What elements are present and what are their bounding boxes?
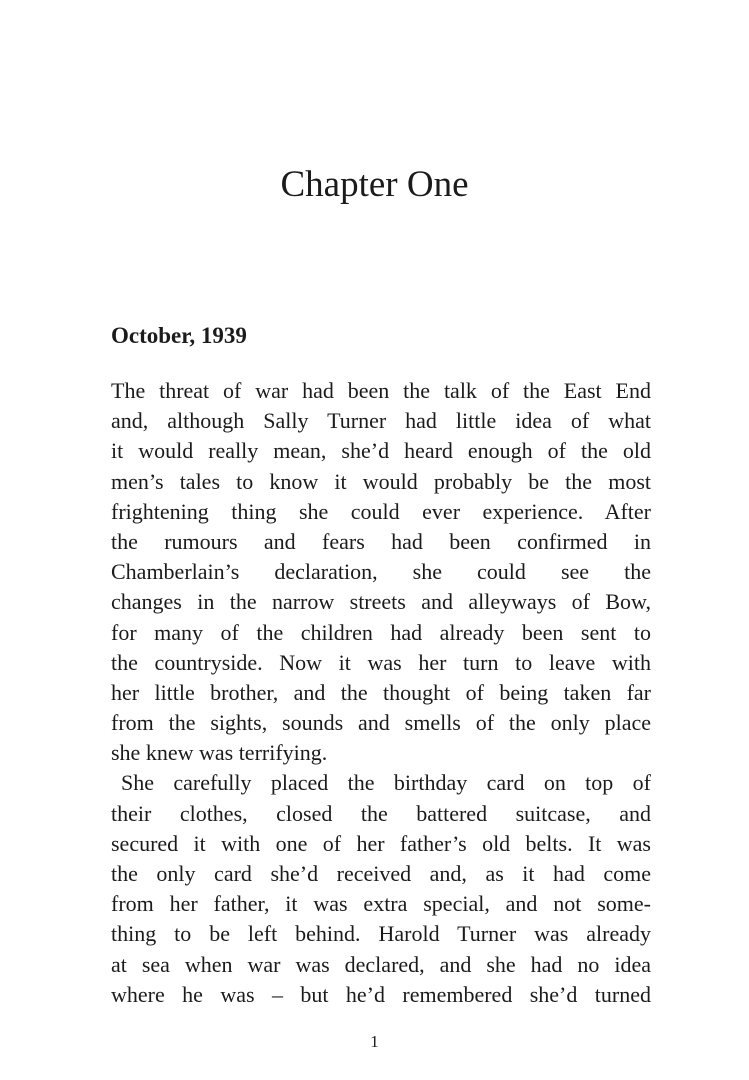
text-line: secured it with one of her father’s old belts. It was xyxy=(111,830,651,856)
text-line: and, although Sally Turner had little idea of what xyxy=(111,408,651,434)
text-line: thing to be left behind. Harold Turner was already xyxy=(111,921,651,947)
text-line: Chamberlain’s declaration, she could see the xyxy=(111,559,651,585)
text-line: changes in the narrow streets and alleyways of Bow, xyxy=(111,589,651,615)
text-line: the rumours and fears had been confirmed in xyxy=(111,528,651,554)
text-line: where he was – but he’d remembered she’d turned xyxy=(111,981,651,1007)
paragraph xyxy=(111,768,651,1010)
text-line: The threat of war had been the talk of the East End xyxy=(111,378,651,403)
text-line: she knew was terrifying. xyxy=(111,740,328,766)
chapter-dateline: October, 1939 xyxy=(111,323,247,348)
text-line: from the sights, sounds and smells of the only place xyxy=(111,710,651,736)
body-text xyxy=(111,376,651,1010)
text-line: her little brother, and the thought of being taken far xyxy=(111,679,651,705)
text-line: the only card she’d received and, as it had come xyxy=(111,861,651,886)
text-line: it would really mean, she’d heard enough of the old xyxy=(111,438,651,464)
text-line: She carefully placed the birthday card on top of xyxy=(121,770,651,796)
text-line: their clothes, closed the battered suitcase, and xyxy=(111,800,651,826)
text-line: for many of the children had already been sent to xyxy=(111,619,651,645)
page-number: 1 xyxy=(370,1032,379,1051)
text-line: the countryside. Now it was her turn to leave with xyxy=(111,649,651,675)
text-line: frightening thing she could ever experience. After xyxy=(111,498,651,524)
text-line: men’s tales to know it would probably be the most xyxy=(111,468,651,494)
text-line: from her father, it was extra special, and not some- xyxy=(111,891,651,917)
text-line: at sea when war was declared, and she had no idea xyxy=(111,951,651,977)
paragraph xyxy=(111,376,651,768)
chapter-title: Chapter One xyxy=(280,164,469,205)
